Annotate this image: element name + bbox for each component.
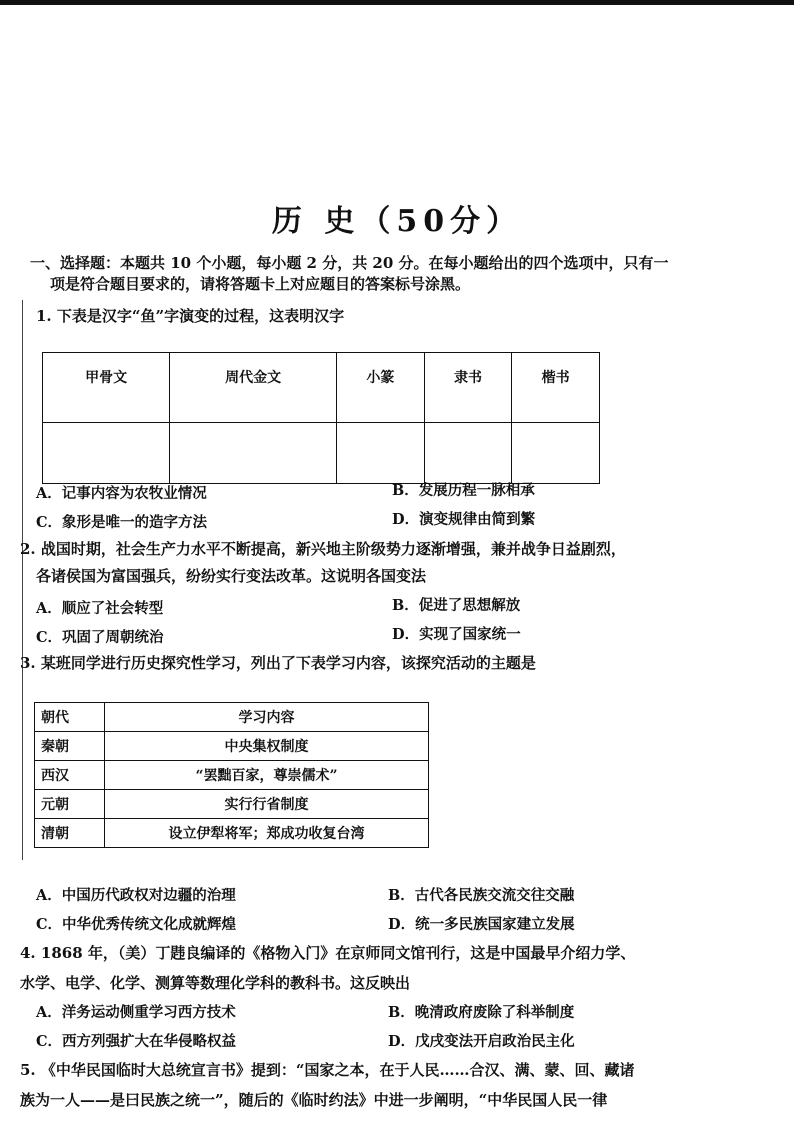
q1-option-a[interactable]: A．记事内容为农牧业情况 [36, 485, 207, 502]
q3-option-a[interactable]: A．中国历代政权对边疆的治理 [36, 887, 236, 904]
table-header-cell: 隶书 [424, 353, 512, 423]
table-cell: 西汉 [35, 761, 105, 790]
q3-option-b[interactable]: B．古代各民族交流交往交融 [388, 887, 575, 904]
table-header-cell: 朝代 [35, 703, 105, 732]
q5-stem-line-1: 5. 《中华民国临时大总统宣言书》提到：“国家之本，在于人民……合汉、满、蒙、回、藏诸 [20, 1061, 635, 1079]
q1-character-evolution-table [42, 352, 600, 484]
q3-study-content-table [34, 702, 429, 848]
q2-stem-line-2: 各诸侯国为富国强兵，纷纷实行变法改革。这说明各国变法 [36, 567, 427, 585]
q1-option-c[interactable]: C．象形是唯一的造字方法 [36, 514, 208, 531]
q3-stem: 3. 某班同学进行历史探究性学习，列出了下表学习内容，该探究活动的主题是 [20, 654, 536, 672]
q2-option-b[interactable]: B．促进了思想解放 [392, 597, 521, 614]
table-cell [43, 423, 170, 484]
q3-option-c[interactable]: C．中华优秀传统文化成就辉煌 [36, 916, 237, 933]
table-cell: “罢黜百家，尊崇儒术” [105, 761, 429, 790]
table-cell [512, 423, 600, 484]
table-header-cell: 学习内容 [105, 703, 429, 732]
q4-stem-line-1: 4. 1868 年，（美）丁韪良编译的《格物入门》在京师同文馆刊行，这是中国最早介绍力学、 [20, 944, 636, 962]
q4-stem-line-2: 水学、电学、化学、测算等数理化学科的教科书。这反映出 [20, 974, 411, 992]
page-title: 历 史（50分） [271, 204, 523, 239]
table-header-cell: 甲骨文 [43, 353, 170, 423]
q4-option-d[interactable]: D．戊戌变法开启政治民主化 [388, 1033, 575, 1050]
q1-stem: 1. 下表是汉字“鱼”字演变的过程，这表明汉字 [36, 307, 345, 325]
q1-option-b[interactable]: B．发展历程一脉相承 [392, 482, 535, 499]
q4-option-a[interactable]: A．洋务运动侧重学习西方技术 [36, 1004, 236, 1021]
q4-option-c[interactable]: C．西方列强扩大在华侵略权益 [36, 1033, 237, 1050]
table-row [35, 761, 429, 790]
table-cell [424, 423, 512, 484]
q2-option-c[interactable]: C．巩固了周朝统治 [36, 629, 164, 646]
q4-option-b[interactable]: B．晚清政府废除了科举制度 [388, 1004, 575, 1021]
table-cell: 元朝 [35, 790, 105, 819]
q5-stem-line-2: 族为一人——是曰民族之统一”，随后的《临时约法》中进一步阐明，“中华民国人民一律 [20, 1091, 608, 1109]
table-header-cell: 小篆 [337, 353, 425, 423]
table-cell [337, 423, 425, 484]
table-row [35, 732, 429, 761]
left-margin-rule [22, 300, 23, 860]
table-header-cell: 周代金文 [170, 353, 337, 423]
table-row [35, 819, 429, 848]
table-row [43, 423, 600, 484]
table-cell [170, 423, 337, 484]
table-cell: 实行行省制度 [105, 790, 429, 819]
q2-option-d[interactable]: D．实现了国家统一 [392, 626, 521, 643]
table-row [35, 790, 429, 819]
top-border [0, 0, 794, 5]
table-header-row [35, 703, 429, 732]
q2-option-a[interactable]: A．顺应了社会转型 [36, 600, 164, 617]
table-cell: 秦朝 [35, 732, 105, 761]
table-cell: 清朝 [35, 819, 105, 848]
table-cell: 设立伊犁将军；郑成功收复台湾 [105, 819, 429, 848]
q3-option-d[interactable]: D．统一多民族国家建立发展 [388, 916, 575, 933]
section-instructions-line-1: 一、选择题：本题共 10 个小题，每小题 2 分，共 20 分。在每小题给出的四个选项中，只有一 [30, 254, 669, 272]
q2-stem-line-1: 2. 战国时期，社会生产力水平不断提高，新兴地主阶级势力逐渐增强，兼并战争日益剧烈， [20, 540, 626, 558]
table-header-cell: 楷书 [512, 353, 600, 423]
table-cell: 中央集权制度 [105, 732, 429, 761]
section-instructions-line-2: 项是符合题目要求的，请将答题卡上对应题目的答案标号涂黑。 [50, 275, 471, 293]
table-header-row [43, 353, 600, 423]
q1-option-d[interactable]: D．演变规律由简到繁 [392, 511, 536, 528]
